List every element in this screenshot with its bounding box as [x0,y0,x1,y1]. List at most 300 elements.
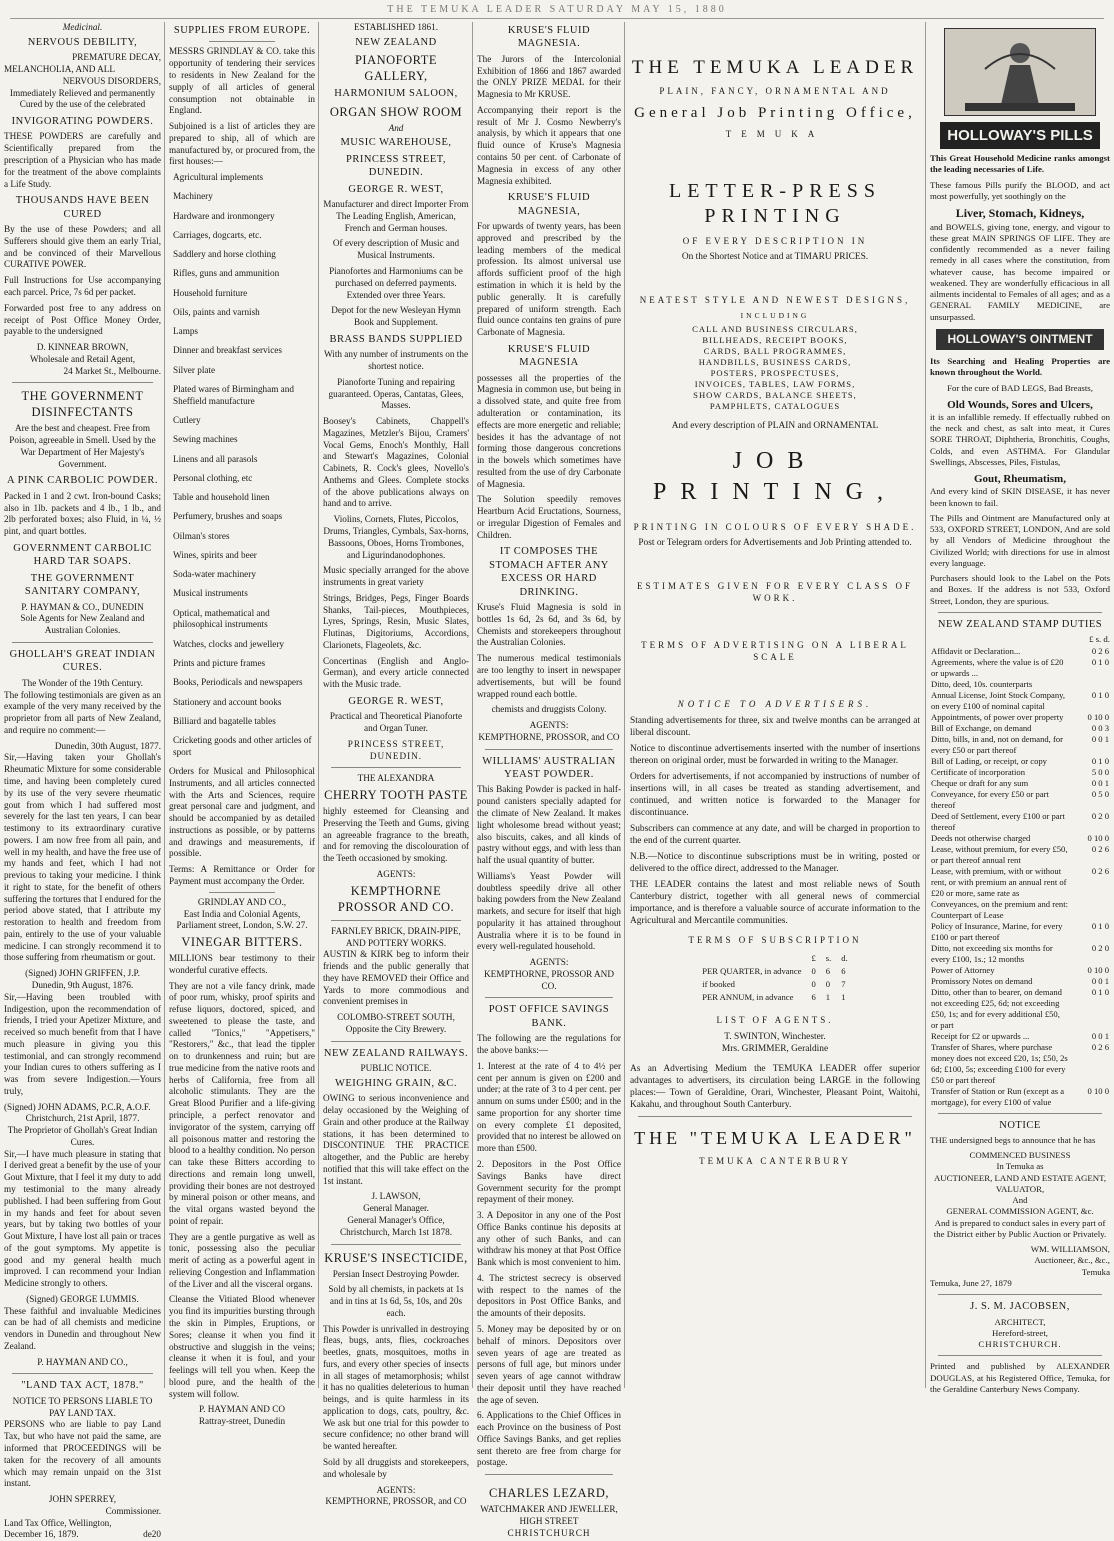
ad-text: Are the best and cheapest. Free from Poison, agreeable in Smell. Used by the War Department of Her Majesty's Government. [9,423,156,469]
stamp-duty-item: Appointments, of power over property [931,711,1064,722]
stamp-duty-amount [1070,679,1110,690]
ad-heading: NERVOUS DEBILITY, [27,36,138,48]
architect-street: Hereford-street, [992,1327,1048,1338]
stamp-duty-row [930,866,1110,921]
ad-town: CHRISTCHURCH [507,1527,591,1538]
notice-text: The following are the regulations for the above banks:— [477,1033,621,1056]
notice-text: Standing advertisements for three, six and twelve months can be arranged at liberal discount. [630,715,920,738]
stamp-duty-item: Bill of Lading, or receipt, or copy [931,755,1047,766]
stamp-duties-table [930,646,1110,1108]
ad-text: This Great Household Medicine ranks amongst the leading necessaries of Life. [930,153,1110,175]
letter-text: Sir,—Having been troubled with Indigestion, upon the recommendation of friends, I tried your Apetizer Mixture, and received so much benefit from that I have much pleasure in giving you this testimonial, and can strongly recommend your Indian cures to others suffering as I was from severe Indigestion.—Yours truly, [4,991,161,1096]
ad-text: AUSTIN & KIRK beg to inform their friends and the public generally that they have REMOVED their Office and Yards to more commodious and convenient premises in [323,949,469,1007]
letter-address: The Proprietor of Ghollah's Great Indian Cures. [7,1125,158,1147]
architect-name: J. S. M. JACOBSEN, [970,1301,1070,1313]
subscription-label: if booked [702,978,735,989]
holloway-ointment-banner: HOLLOWAY'S OINTMENT [936,329,1104,350]
ad-text: They are not a vile fancy drink, made of poor rum, whisky, proof spirits and refuse liquors, doctored, spiced, and sweetened to please the taste, and called "Tonics," "Appetisers," "Restorers," &c., that lead the tippler on to drunkenness and ruin; but are true medicine from the native roots and herbs of California, free from all alcoholic stimulants. They are the Great Blood Purifier and a life-giving principle, a perfect renovator and invigorator of the system, carrying off all poisonous matter and restoring the blood to a healthy condition. No person can take these Bitters according to directions and remain long unwell, providing their bones are not destroyed by mineral poison or other means, and the vital organs wasted beyond the point of repair. [169,980,315,1226]
ad-text: Practical and Theoretical Pianoforte and Organ Tuner. [329,711,463,734]
supply-item: Lamps [173,326,199,337]
ad-text: Sold by all druggists and storekeepers, and wholesale by [323,1456,469,1479]
notice-role: Auctioneer, &c., &c., [1034,1255,1110,1266]
ad-text: Williams's Yeast Powder will doubtless speedily drive all other baking powders from the New Zealand markets, and secure for itself that high popularity it has attained throughout Australia where it is to be found in every well-regulated household. [477,870,621,952]
supply-item: Rifles, guns and ammunition [173,268,280,279]
supply-item: Wines, spirits and beer [173,549,257,560]
agent-name: KEMPTHORNE, PROSSOR, and CO [325,1496,467,1507]
ad-text: The following testimonials are given as an example of the very many received by the proprietor from all parts of New Zealand, and require no comment:— [4,689,161,735]
ad-kicker: THE ALEXANDRA [357,773,435,784]
ad-text: Forwarded post free to any address on receipt of Post Office Money Order, payable to the undersigned [4,302,161,337]
agent-name: P. HAYMAN AND CO [199,1404,285,1415]
notice-text: 3. A Depositor in any one of the Post Office Banks continue his deposits at any other of such Banks, and can withdraw his money at that Post Office Bank which is most convenient to him. [477,1210,621,1268]
stamp-duty-amount: 0 2 0 [1091,810,1109,821]
notice-text: 5. Money may be deposited by or on behalf of minors. Depositors over seven years of age are treated as persons of full age, but minors under seven years of age cannot withdraw their deposit until they have reached the age of seven. [477,1323,621,1405]
agent-name: KEMPTHORNE, PROSSOR, and CO [478,731,620,742]
paper-title: THE TEMUKA LEADER [631,57,919,78]
ad-heading: ORGAN SHOW ROOM [329,104,463,119]
agents-heading: LIST OF AGENTS. [716,1014,834,1025]
stamp-duty-amount: 0 0 1 [1091,733,1109,744]
notice-office: General Manager's Office, Christchurch, March 1st 1878. [339,1214,453,1237]
ad-text: These famous Pills purify the BLOOD, and act most powerfully, yet soothingly on the [930,179,1110,201]
letter-text: Sir,—Having taken your Ghollah's Rheumatic Mixture for some considerable time, and having been completely cured by its use of the very severe rheumatic gout from which I had suffered most severely for the last ten years, I can bear testimony to its extraordinary curative powers. I am now free from all pain, and well in my health, and have the free use of my hands and feet, which I had not previous to taking your medicine. I think it right to state, for the benefit of others suffering the tortures that I endured for the period above stated, that I attribute my restoration to health and freedom from pain, entirely to the use of your valuable medicine. I can strongly recommend it to those suffering from rheumatism or gout. [4,752,161,963]
stamp-duty-item: Bill of Exchange, on demand [931,722,1032,733]
notice-heading: NOTICE [999,1119,1041,1131]
ad-text: Concertinas (English and Anglo-German), and every article connected with the Music trade. [323,655,469,690]
ad-subtitle: IT COMPOSES THE STOMACH AFTER ANY EXCESS OR HARD DRINKING. [489,546,609,598]
ad-heading: NEW ZEALAND [355,36,437,48]
unit-cell: £ [811,952,816,963]
notice-date: Temuka, June 27, 1879 [930,1277,1012,1288]
notice-subtitle: WEIGHING GRAIN, &C. [334,1077,458,1089]
supply-item: Household furniture [173,287,248,298]
print-items [630,324,920,412]
notice-office: Land Tax Office, Wellington, [4,1517,112,1528]
subscription-pence: 1 [841,991,846,1002]
column-rule [925,22,926,1388]
stamp-duty-item: Ditto, other than to bearer, on demand not exceeding £25, 6d; not exceeding £50, 1s; and for every additional £50, or part [931,986,1062,1030]
ad-heading: THE GOVERNMENT DISINFECTANTS [21,389,144,420]
ad-text: Sold by all chemists, in packets at 1s and in tins at 1s 6d, 5s, 10s, and 20s each. [328,1284,464,1318]
stamp-duty-row [930,778,1110,789]
supply-item: Stationery and account books [173,696,282,707]
column-rule [318,22,319,1388]
ad-title: INVIGORATING POWDERS. [11,116,154,128]
agent-entry: Mrs. GRIMMER, Geraldine [721,1043,829,1054]
notice-text: THE LEADER contains the latest and most reliable news of South Canterbury district, together with all general news of commercial importance, and is therefore a valuable source of accurate information to the Agricultural and Mercantile communities. [630,880,920,927]
ad-text: By the use of these Powders; and all Sufferers should give them an early Trial, and be convinced of their Marvellous CURATIVE POWER. [4,224,161,270]
stamp-duty-amount: 0 5 0 [1091,788,1109,799]
ad-heading: FARNLEY BRICK, DRAIN-PIPE, AND POTTERY WORKS. [331,925,461,948]
stamp-duty-item: Ditto, deed, 10s. counterparts [931,678,1033,689]
colours-line: PRINTING IN COLOURS OF EVERY SHADE. [633,521,917,532]
holloway-pills-banner: HOLLOWAY'S PILLS [940,122,1100,149]
stamp-duty-item: Affidavit or Declaration... [931,645,1021,656]
header-rule [10,18,1104,19]
ad-text: The numerous medical testimonials are too lengthy to insert in newspaper advertisements, but will be found wrapped round each bottle. [477,653,621,699]
letterpress-sub: OF EVERY DESCRIPTION IN [682,235,868,246]
stamp-duty-item: Agreements, where the value is of £20 or upwards ... [931,656,1064,678]
stamp-duty-item: Lease, with premium, with or without rent, or with premium an annual rent of £20 or more, same rate as Conveyances, on the premium and rent: Counterpart of Lease [931,865,1068,920]
stamp-duty-amount: 0 10 0 [1087,1085,1109,1096]
stamp-duty-item: Transfer of Shares, where purchase money does not exceed £20, 1s; £50, 2s 6d; £100, 5s; exceeding £100 for every £50 or part thereof [931,1041,1068,1085]
subscription-shillings: 1 [825,991,831,1002]
ad-address: PRINCESS STREET, DUNEDIN. [347,738,445,761]
ad-heading: MELANCHOLIA, AND ALL [4,63,116,74]
ad-subtitle: Old Wounds, Sores and Ulcers, [947,398,1093,411]
notice-text: Notice to discontinue advertisements inserted with the number of insertions thereon on original order, must be forwarded in writing to the Manager. [630,744,920,767]
stamp-duty-row [930,1042,1110,1086]
letter-signature: (Signed) GEORGE LUMMIS. [26,1293,139,1304]
divider [12,1373,153,1374]
stamp-duty-item: Lease, without premium, for every £50, or part thereof annual rent [931,843,1068,865]
stamp-duty-row [930,756,1110,767]
letter-signature: (Signed) JOHN GRIFFEN, J.P. [25,968,140,979]
stamp-duty-row [930,1086,1110,1108]
subscription-shillings: 0 [825,978,831,989]
stamp-duty-amount: 0 0 3 [1091,722,1109,733]
letter-text: Sir,—I have much pleasure in stating that I derived great a benefit by the use of your Gout Mixture, that I feel it my duty to add my testimonial to the many already published. I had been suffering from Gout in my hands and feet for about seven years, but by taking two bottles of your Gout Mixture, I have lost all pain or traces of the gout symptoms. My appetite is good and my general health much improved. I can recommend your Indian Medicine strongly to others. [4,1148,161,1289]
ad-text: MILLIONS bear testimony to their wonderful curative effects. [169,953,315,975]
stamp-duty-item: Annual License, Joint Stock Company, on every £100 of nominal capital [931,689,1066,711]
ad-address: Opposite the City Brewery. [345,1023,447,1034]
print-item: CALL AND BUSINESS CIRCULARS, [692,324,858,335]
ad-text: This Powder is unrivalled in destroying fleas, bugs, ants, flies, cockroaches beetles, gnats, mosquitoes, moths in furs, and every other species of insects in all stages of metamorphosis; whilst it has no qualities deleterious to human beings, and is quite harmless in its application to dogs, cats, poultry, &c. We ask but one trial for this powder to secure confidence; no other brand will be wanted hereafter. [323,1323,469,1452]
ad-text: highly esteemed for Cleansing and Preserving the Teeth and Gums, giving an agreeable fragrance to the breath, and for removing the discolouration of the Teeth occasioned by smoking. [323,806,469,864]
stamp-duty-amount: 0 2 0 [1091,942,1109,953]
ad-text: Immediately Relieved and permanently Cured by the use of the celebrated [9,87,156,110]
notice-signature: J. LAWSON, [371,1191,421,1202]
supply-item: Personal clothing, etc [173,472,253,483]
print-item: INVOICES, TABLES, LAW FORMS, [694,379,856,390]
column-rule [164,22,165,1388]
ad-address: HIGH STREET [519,1515,579,1526]
supply-item: Linens and all parasols [173,453,258,464]
stamp-duty-amount: 0 2 6 [1091,865,1109,876]
agent-address: Rattray-street, Dunedin [198,1416,286,1427]
ad-heading: KRUSE'S FLUID MAGNESIA. [507,25,591,50]
column-printing [630,22,920,1388]
ad-text: Purchasers should look to the Label on the Pots and Boxes. If the address is not 533, Oxford Street, London, they are spurious. [930,573,1110,606]
notice-subtitle: PUBLIC NOTICE. [360,1063,432,1074]
agent-label: AGENTS: [376,869,416,880]
agent-name: KEMPTHORNE PROSSOR AND CO. [337,883,455,914]
every-line: And every description of PLAIN and ORNAMENTAL [671,421,879,432]
print-item: PAMPHLETS, CATALOGUES [709,401,841,412]
ad-text: The Pills and Ointment are Manufactured only at 533, OXFORD STREET, LONDON, And are sold by all Vendors of Medicine throughout the Civilized World; with directions for use in almost every language. [930,512,1110,568]
paper-place-footer: TEMUKA CANTERBURY [699,1155,851,1166]
notice-line: GENERAL COMMISSION AGENT, &c. [946,1206,1094,1217]
subscription-table [696,951,854,1005]
print-item: HANDBILLS, BUSINESS CARDS, [698,357,852,368]
print-item: CARDS, BALL PROGRAMMES, [703,346,847,357]
divider [331,767,461,768]
notice-text: PERSONS who are liable to pay Land Tax, but who have not paid the same, are informed that PROCEEDINGS will be taken for the recovery of all amounts which may remain unpaid on the 31st instant. [4,1419,161,1489]
ad-text: and BOWELS, giving tone, energy, and vigour to these great MAIN SPRINGS OF LIFE. They are confidently recommended as a never failing remedy in all cases where the constitution, from whatever cause, has become impaired or weakened. They are wonderfully efficacious in all ailments incidental to Females of all ages; and as a GENERAL FAMILY MEDICINE, are unsurpassed. [930,221,1110,322]
stamp-duty-item: Ditto, not exceeding six months for every £100, 1s.; 12 months [931,942,1053,964]
stamp-duty-amount: 0 1 0 [1091,656,1109,667]
notice-text: 4. The strictest secrecy is observed with respect to the names of the depositors in Post Office Banks, and the amounts of their deposits. [477,1272,621,1319]
ad-subtitle: THE GOVERNMENT SANITARY COMPANY, [24,572,141,598]
divider [938,1355,1102,1356]
supply-item: Musical instruments [173,588,248,599]
supply-item: Machinery [173,191,213,202]
column-medicinal [4,22,161,1540]
ad-text: Full Instructions for Use accompanying each parcel. Price, 7s 6d per packet. [4,275,161,297]
notice-subtitle: NOTICE TO PERSONS LIABLE TO PAY LAND TAX. [12,1395,153,1418]
stamp-duty-amount: 0 10 0 [1087,832,1109,843]
notice-text: N.B.—Notice to discontinue subscriptions must be in writing, posted or delivered to the office direct, addressed to the Manager. [630,852,920,875]
ad-name: GEORGE R. WEST, [348,695,444,707]
stamp-duty-row [930,657,1110,679]
divider [485,997,613,998]
stamp-duty-row [930,943,1110,965]
stamp-duty-amount: 0 2 6 [1091,645,1109,656]
paper-title-footer: THE "TEMUKA LEADER" [634,1127,916,1148]
ad-subtitle: WATCHMAKER AND JEWELLER, [480,1504,618,1515]
column-holloway [930,22,1110,1394]
stamp-duty-item: Cheque or draft for any sum [931,777,1029,788]
style-line: NEATEST STYLE AND NEWEST DESIGNS, [639,295,911,306]
imprint: Printed and published by ALEXANDER DOUGLAS, at his Registered Office, Temuka, for the Geraldine Canterbury News Company. [930,1361,1110,1394]
ad-text: These faithful and invaluable Medicines can be had of all chemists and medicine vendors in Dunedin and throughout New Zealand. [4,1305,161,1351]
holloway-engraving [944,28,1096,116]
ad-text: Manufacturer and direct Importer From The Leading English, American, French and German houses. [323,199,469,233]
supply-item: Carriages, dogcarts, etc. [173,229,262,240]
stamp-duty-amount: 0 10 0 [1087,964,1109,975]
notice-text: Orders for advertisements, if not accompanied by instructions of number of insertions will, in all cases be treated as standing advertisement, and continued, and written notice is forwarded to the Manager for discontinuance. [630,772,920,819]
stamp-duty-amount: 0 0 1 [1091,1030,1109,1041]
stamp-duties-heading: NEW ZEALAND STAMP DUTIES [937,618,1103,630]
subscription-pounds: 0 [811,965,816,976]
ad-subtitle: BRASS BANDS SUPPLIED [329,333,463,345]
supply-item: Dinner and breakfast services [173,345,282,356]
stamp-duty-amount: 0 1 0 [1091,986,1109,997]
divider [485,749,613,750]
ad-text: MESSRS GRINDLAY & CO. take this opportunity of tendering their services to residents in New Zealand for the supply of all articles of general consumption not obtainable in England. [169,46,315,116]
ad-heading: SUPPLIES FROM EUROPE. [173,25,311,36]
notice-text: 1. Interest at the rate of 4 to 4½ per cent per annum is given on £200 and under; at the rate of 3 to 4 per cent. per annum on sums under £500; and in the same proportion for any shorter time on every complete £1 deposited, provided that no interest be allowed on more than £500. [477,1060,621,1154]
stamp-duty-amount: 0 1 0 [1091,920,1109,931]
notice-date: December 16, 1879. de20 [4,1529,161,1540]
section-label: Medicinal. [62,22,103,32]
stamp-duty-row [930,679,1110,690]
agent-role: Wholesale and Retail Agent, [29,353,136,364]
stamp-duty-row [930,712,1110,723]
stamp-duty-item: Promissory Notes on demand [931,975,1033,986]
column-music [323,22,469,1507]
ad-text: With any number of instruments on the shortest notice. [323,349,469,372]
supply-item: Sewing machines [173,434,238,445]
ad-text: The Jurors of the Intercolonial Exhibition of 1866 and 1867 awarded the ONLY PRIZE MEDAL for their Magnesia to Mr KRUSE. [477,53,621,100]
ad-text: possesses all the properties of the Magnesia in common use, but being in a dissolved state, and quite free from adulteration or contamination, its effects are more energetic and reliable; besides it has the advantage of not forming those dangerous concretions in the bowels which sometimes have resulted from the use of dry Carbonate of Magnesia. [477,372,621,489]
estimates-line: ESTIMATES GIVEN FOR EVERY CLASS OF WORK. [637,581,913,603]
ad-heading: MUSIC WAREHOUSE, [340,137,452,149]
firm-address: Parliament street, London, S.W. 27. [176,920,308,931]
subscription-row [698,992,852,1003]
notice-code: de20 [143,1529,161,1540]
column-magnesia [477,22,621,1538]
subscription-pounds: 0 [811,978,816,989]
stamp-duty-amount: 0 10 0 [1087,711,1109,722]
ad-text: it is an infallible remedy. If effectually rubbed on the neck and chest, as salt into meat, it Cures SORE THROAT, Diphtheria, Bronchitis, Coughs, Colds, and even ASTHMA. For Glandular Swellings, Abscesses, Piles, Fistulas, [930,411,1110,467]
stamp-duty-row [930,844,1110,866]
stamp-duty-row [930,811,1110,833]
ad-text: chemists and druggists Colony. [491,704,607,715]
notice-signature: JOHN SPERREY, [48,1494,117,1505]
stamp-duty-row [930,646,1110,657]
firm-role: East India and Colonial Agents, [183,908,301,919]
ad-text: Pianoforte Tuning and repairing guaranteed. Operas, Cantatas, Glees, Masses. [328,376,464,411]
divider [209,892,275,893]
ad-text: They are a gentle purgative as well as tonic, possessing also the peculiar merit of acting as a powerful agent in relieving Congestion and Inflammation of the Liver and all the visceral organs. [169,1231,315,1289]
ad-heading: GHOLLAH'S GREAT INDIAN CURES. [9,648,156,674]
ad-subtitle: A PINK CARBOLIC POWDER. [7,475,158,487]
architect-town: CHRISTCHURCH. [978,1339,1062,1350]
divider [331,1041,461,1042]
subscription-row [698,979,852,990]
ad-text: For the cure of BAD LEGS, Bad Breasts, [947,382,1093,393]
ad-text: Its Searching and Healing Properties are known throughout the World. [930,356,1110,378]
supply-item: Cricketing goods and other articles of sport [173,735,312,757]
ad-heading: PRINCESS STREET, DUNEDIN. [346,153,446,179]
letterpress-note: On the Shortest Notice and at TIMARU PRICES. [681,252,869,263]
agent-name: KEMPTHORNE, PROSSOR AND CO. [484,968,614,991]
stamp-duty-amount: 0 2 6 [1091,1041,1109,1052]
stamp-duty-item: Power of Attorney [931,964,995,975]
job-printing-heading: JOB PRINTING, [653,448,897,506]
ad-connector: And [388,122,404,133]
supply-item: Hardware and ironmongery [173,210,275,221]
agent-label: AGENTS: [529,720,569,731]
office-title: General Job Printing Office, [634,104,916,121]
ad-subtitle: The Wonder of the 19th Century. [22,677,143,688]
notice-role: General Manager. [363,1203,429,1214]
notice-text: And is prepared to conduct sales in every part of the District either by Public Auction or Privately. [933,1217,1107,1239]
notice-signature: WM. WILLIAMSON, [1030,1244,1110,1255]
ad-subtitle: Gout, Rheumatism, [974,473,1066,486]
supply-item: Silver plate [173,364,216,375]
ad-subtitle: Liver, Stomach, Kidneys, [955,206,1085,221]
agent-address: 24 Market St., Melbourne. [63,365,161,376]
notice-line: In Temuka as [996,1161,1044,1172]
supply-item: Saddlery and horse clothing [173,249,276,260]
divider [12,642,153,643]
stamp-duty-amount: 0 0 1 [1091,975,1109,986]
agent-entry: T. SWINTON, Winchester. [724,1031,826,1042]
supply-list [169,172,315,759]
ad-text: Pianofortes and Harmoniums can be purchased on deferred payments. Extended over three Years. [329,265,463,300]
ad-text: For upwards of twenty years, has been approved and prescribed by the leading members of the medical profession. Its almost universal use affords sufficient proof of the high estimation in which it is held by the public generally. It is carefully prepared of uniform strength. Each fluid ounce contains ten grains of pure Carbonate of Magnesia. [477,221,621,338]
subscription-label: PER QUARTER, in advance [702,965,802,976]
ad-heading: KRUSE'S INSECTICIDE, [324,1250,468,1265]
ad-heading: PIANOFORTE GALLERY, [354,53,438,84]
notice-line: AUCTIONEER, LAND AND ESTATE AGENT, VALUATOR, [933,1172,1107,1194]
divider [938,612,1102,613]
ad-subtitle: KRUSE'S FLUID MAGNESIA [507,343,591,369]
ad-text: Kruse's Fluid Magnesia is sold in bottles 1s 6d, 2s 6d, and 3s 6d, by Chemists and storekeepers throughout the Australian Colonies. [477,602,621,648]
stamp-duty-item: Deeds not otherwise charged [931,832,1031,843]
stamp-duty-item: Ditto, bills, in and, not on demand, for every £50 or part thereof [931,733,1063,755]
ad-kicker: ESTABLISHED 1861. [354,22,438,32]
supply-item: Watches, clocks and jewellery [173,638,284,649]
stamp-duty-item: Certificate of incorporation [931,766,1026,777]
agent-name: P. HAYMAN AND CO., [37,1356,128,1367]
ad-text: Orders for Musical and Philosophical Instruments, and all articles connected with the Arts and Sciences, require great personal care and judgment, and should be accompanied by as detailed instructions as possible, or by patterns and drawings and measurements, if possible. [169,766,315,859]
stamp-duty-row [930,734,1110,756]
notice-text: 2. Depositors in the Post Office Savings Banks have direct Government security for the prompt repayment of their money. [477,1159,621,1205]
ad-subtitle: GOVERNMENT CARBOLIC HARD TAR SOAPS. [13,542,152,568]
ad-text: Violins, Cornets, Flutes, Piccolos, Drums, Triangles, Cymbals, Sax-horns, Bassoons, Oboes, Horns Trombones, and Ligurindanodophones. [323,514,469,560]
notice-line: And [1012,1195,1028,1206]
supply-item: Table and household linen [173,492,270,503]
supply-item: Optical, mathematical and philosophical instruments [173,607,270,630]
ad-text: Depot for the new Wesleyan Hymn Book and Supplement. [331,305,461,328]
letter-signature: (Signed) JOHN ADAMS, P.C.R, A.O.F. [4,1101,151,1112]
stamp-duty-item: Conveyance, for every £50 or part thereof [931,788,1049,810]
ad-heading: VINEGAR BITTERS. [181,935,303,950]
notice-role: Commissioner. [105,1505,161,1516]
paper-subtitle: PLAIN, FANCY, ORNAMENTAL AND [659,86,891,97]
divider [209,41,275,42]
ad-text: Terms: A Remittance or Order for Payment must accompany the Order. [169,864,315,886]
agent-name: P. HAYMAN & CO., DUNEDIN [21,601,144,612]
notice-line: COMMENCED BUSINESS [969,1150,1071,1161]
divider [938,1294,1102,1295]
divider [331,1244,461,1245]
including-label: INCLUDING [740,310,810,320]
column-rule [472,22,473,1388]
subscription-pounds: 6 [811,991,816,1002]
ad-text: Packed in 1 and 2 cwt. Iron-bound Casks; also in 1lb. packets and 4 lb., 1 lb., and 2lb perforated boxes; also Fluid, in ¼, ½ pint, and quart bottles. [4,490,161,537]
ad-text: Boosey's Cabinets, Chappell's Magazines, Metzler's Bijou, Cramers' Vocal Gems, Enoch's Monthly, Hall and Stewart's Magazines, Colonial Cabinets, R. Cock's glees, Novello's Anthems and Glees. Complete stocks of the above publications always on hand and to arrive. [323,416,469,509]
ad-text: Of every description of Music and Musical Instruments. [332,238,460,261]
ad-heading: NERVOUS DISORDERS, [62,75,161,86]
supply-item: Prints and picture frames [173,658,266,668]
divider [485,1474,613,1475]
notice-heading: "LAND TAX ACT, 1878." [21,1380,144,1392]
post-line: Post or Telegram orders for Advertisements and Job Printing attended to. [638,538,912,549]
letter-date: Christchurch, 21st April, 1877. [25,1113,140,1124]
ad-heading: WILLIAMS' AUSTRALIAN YEAST POWDER. [482,755,616,781]
supply-item: Plated wares of Birmingham and Sheffield manufacture [173,384,294,406]
supply-item: Perfumery, brushes and soaps [173,511,283,522]
stamp-duty-amount: 5 0 0 [1091,766,1109,777]
ad-text: This Baking Powder is packed in half-pound canisters specially adapted for the climate of New Zealand. It makes light wholesome bread without yeast; also biscuits, cakes, and all kinds of pastry without eggs, and with less than half the usual quantity of butter. [477,784,621,866]
stamp-duty-item: Transfer of Station or Run (except as a mortgage), for every £100 of value [931,1085,1065,1107]
ad-text: Strings, Bridges, Pegs, Finger Boards Shanks, Tail-pieces, Mouthpieces, Lyres, Springs, Resin, Music Slates, Flutinas, Digitoriums, Accordions, Clarionets, Flageolets, &c. [323,592,469,650]
agent-label: AGENTS: [529,957,569,968]
subscription-shillings: 6 [825,965,831,976]
ad-text: Subjoined is a list of articles they are prepared to ship, all of which are manufactured by, or procured from, the first houses:— [169,121,315,167]
agent-role: Sole Agents for New Zealand and Australian Colonies. [20,613,145,636]
ad-address: COLOMBO-STREET SOUTH, [337,1012,455,1023]
ad-name: GEORGE R. WEST, [348,183,444,195]
office-town: TEMUKA [725,129,825,140]
stamp-duty-row [930,987,1110,1031]
ad-text: THESE POWDERS are carefully and Scientifically prepared from the prescription of a Physician who has made for the treatment of the above complaints a Life Study. [4,131,161,189]
subscription-row [698,966,852,977]
divider [638,1116,912,1117]
print-item: SHOW CARDS, BALANCE SHEETS, [693,390,857,401]
stamp-duty-amount: 0 2 6 [1091,843,1109,854]
ad-heading: CHERRY TOOTH PASTE [324,788,468,803]
ad-heading: HARMONIUM SALOON, [334,88,458,100]
notice-town: Temuka [1081,1266,1110,1277]
notice-text: OWING to serious inconvenience and delay occasioned by the Weighing of Grain and other produce at the Railway stations, it has been determined to DISCONTINUE THE PRACTICE altogether, and the Public are hereby notified that this will take effect on the 1st instant. [323,1093,469,1186]
ad-heading: PREMATURE DECAY, [72,52,161,63]
supply-item: Books, Periodicals and newspapers [173,677,303,688]
